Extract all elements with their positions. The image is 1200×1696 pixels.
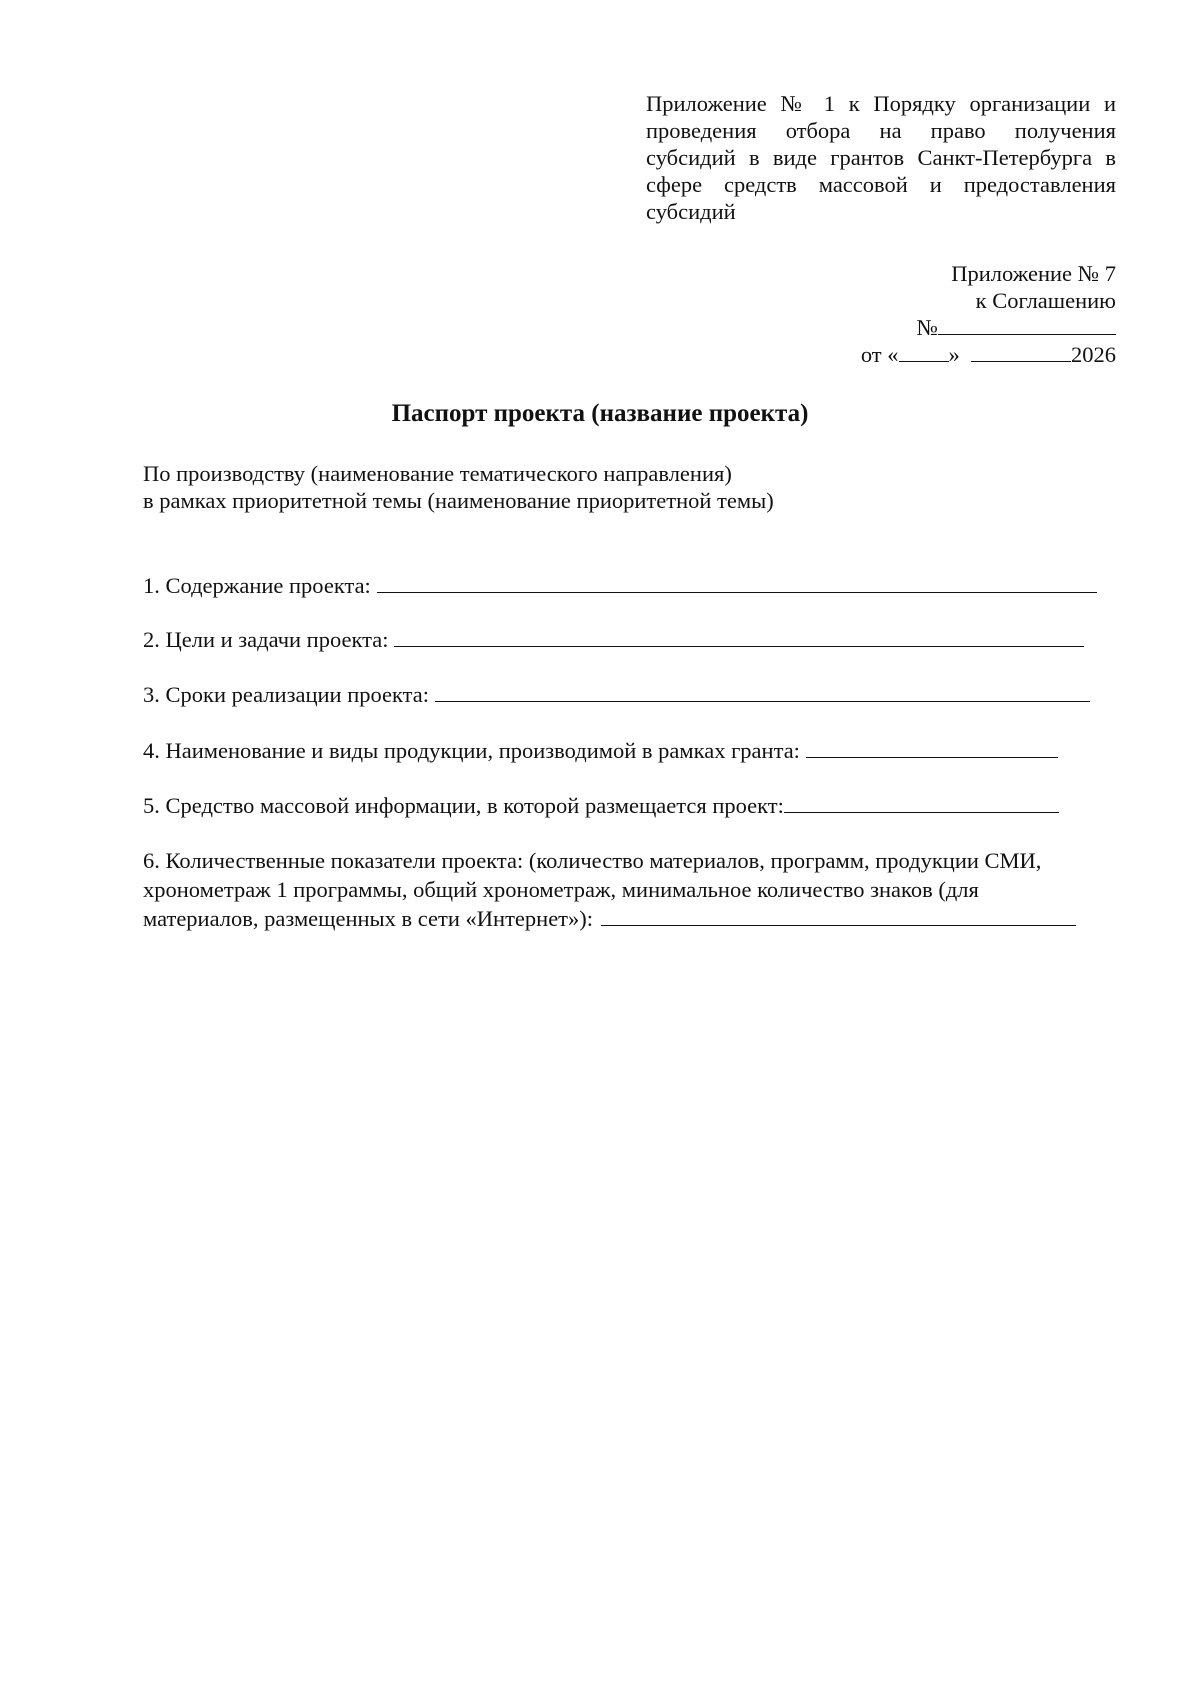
field-6-line-3 bbox=[143, 904, 1118, 933]
field-media bbox=[143, 792, 1059, 819]
field-blank[interactable] bbox=[784, 792, 1059, 813]
field-blank[interactable] bbox=[435, 681, 1090, 702]
date-mid: » bbox=[948, 342, 960, 367]
document-title: Паспорт проекта (название проекта) bbox=[391, 400, 809, 427]
field-blank[interactable] bbox=[806, 737, 1058, 758]
field-label: 1. Содержание проекта: bbox=[143, 573, 371, 598]
appendix-7-header bbox=[786, 260, 1116, 368]
date-month-blank[interactable] bbox=[971, 341, 1071, 362]
field-label: 5. Средство массовой информации, в которой размещается проект: bbox=[143, 793, 784, 818]
date-prefix: от « bbox=[860, 342, 899, 367]
subtitle-line-2: в рамках приоритетной темы (наименование приоритетной темы) bbox=[143, 488, 774, 513]
number-sign: № bbox=[916, 315, 938, 340]
field-6-line-1: 6. Количественные показатели проекта: (количество материалов, программ, продукции СМИ, bbox=[143, 848, 1042, 873]
appendix-7-title: Приложение № 7 bbox=[951, 261, 1116, 286]
appendix-1-header: Приложение № 1 к Порядку организации и проведения отбора на право получения субсидий в виде грантов Санкт-Петербурга в сфере средств массовой и предоставления субсидий bbox=[646, 91, 1116, 224]
field-quantitative bbox=[143, 846, 1118, 933]
field-label: 2. Цели и задачи проекта: bbox=[143, 627, 389, 652]
date-year: 2026 bbox=[1071, 342, 1116, 367]
field-6-label-end: материалов, размещенных в сети «Интернет»): bbox=[143, 906, 594, 931]
field-goals bbox=[143, 626, 1084, 653]
document-subtitle bbox=[143, 460, 943, 514]
field-content bbox=[143, 572, 1097, 599]
field-blank[interactable] bbox=[394, 626, 1084, 647]
field-label: 4. Наименование и виды продукции, производимой в рамках гранта: bbox=[143, 738, 800, 763]
field-timeline bbox=[143, 681, 1090, 708]
field-6-line-2: хронометраж 1 программы, общий хронометраж, минимальное количество знаков (для bbox=[143, 877, 979, 902]
field-label: 3. Сроки реализации проекта: bbox=[143, 682, 429, 707]
field-blank[interactable] bbox=[377, 572, 1097, 593]
date-day-blank[interactable] bbox=[899, 341, 949, 362]
field-blank[interactable] bbox=[601, 905, 1076, 926]
subtitle-line-1: По производству (наименование тематического направления) bbox=[143, 461, 732, 486]
field-products bbox=[143, 737, 1058, 764]
agreement-date-line bbox=[786, 341, 1116, 368]
appendix-7-agreement: к Соглашению bbox=[975, 288, 1116, 313]
agreement-number-blank[interactable] bbox=[938, 314, 1116, 335]
agreement-number-line bbox=[786, 314, 1116, 341]
